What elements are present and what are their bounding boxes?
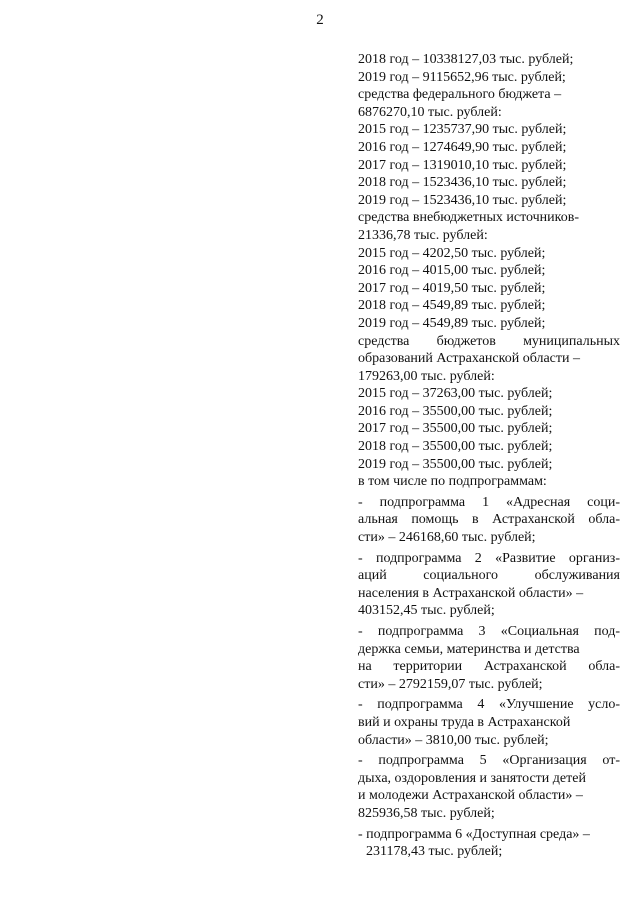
text-line: 6876270,10 тыс. рублей:	[358, 104, 502, 120]
subprogram-item	[358, 494, 620, 547]
text-line: - подпрограмма 3 «Социальная под-	[358, 624, 620, 639]
text-line: держка семьи, материнства и детства	[358, 641, 580, 657]
text-line: средства внебюджетных источников-	[358, 210, 580, 226]
text-line: на территории Астраханской обла-	[358, 659, 620, 675]
text-line: 2018 год – 35500,00 тыс. рублей;	[358, 439, 553, 455]
text-line: области» – 3810,00 тыс. рублей;	[358, 732, 549, 748]
text-line: 2019 год – 35500,00 тыс. рублей;	[358, 456, 553, 472]
text-line: 2016 год – 4015,00 тыс. рублей;	[358, 263, 546, 279]
text-line: 2018 год – 4549,89 тыс. рублей;	[358, 298, 546, 314]
subprogram-item	[358, 752, 620, 822]
text-line: 825936,58 тыс. рублей;	[358, 805, 495, 821]
text-line: 2016 год – 1274649,90 тыс. рублей;	[358, 139, 567, 155]
subprogram-item	[358, 623, 620, 693]
text-line: 2015 год – 1235737,90 тыс. рублей;	[358, 122, 567, 138]
page-number: 2	[316, 12, 324, 28]
text-line: дыха, оздоровления и занятости детей	[358, 770, 586, 786]
text-line: населения в Астраханской области» –	[358, 585, 584, 601]
text-line: - подпрограмма 5 «Организация от-	[358, 753, 620, 769]
text-line: альная помощь в Астраханской обла-	[358, 512, 620, 528]
text-line: - подпрограмма 2 «Развитие организ-	[358, 550, 620, 566]
subprogram-item	[358, 696, 620, 749]
text-line: аций социального обслуживания	[358, 568, 620, 584]
text-line: 2019 год – 9115652,96 тыс. рублей;	[358, 69, 566, 85]
text-line: 21336,78 тыс. рублей:	[358, 227, 488, 243]
text-line: образований Астраханской области –	[358, 351, 580, 367]
text-line: - подпрограмма 6 «Доступная среда» –	[358, 826, 590, 842]
text-line: 2017 год – 4019,50 тыс. рублей;	[358, 280, 546, 296]
subprogram-item	[358, 550, 620, 620]
text-line: в том числе по подпрограммам:	[358, 474, 547, 490]
text-line: средства бюджетов муниципальных	[358, 333, 620, 349]
text-line: 2018 год – 1523436,10 тыс. рублей;	[358, 175, 567, 191]
text-line: 231178,43 тыс. рублей;	[366, 844, 503, 860]
document-body	[358, 51, 620, 861]
text-line: средства федерального бюджета –	[358, 87, 562, 103]
text-line: - подпрограмма 4 «Улучшение усло-	[358, 697, 620, 713]
text-line: 179263,00 тыс. рублей:	[358, 368, 495, 384]
subprogram-item	[358, 826, 620, 861]
text-line: 2017 год – 35500,00 тыс. рублей;	[358, 421, 553, 437]
text-line: 403152,45 тыс. рублей;	[358, 603, 495, 619]
text-line: - подпрограмма 1 «Адресная соци-	[358, 494, 620, 510]
text-line: вий и охраны труда в Астраханской	[358, 714, 571, 730]
text-line: сти» – 2792159,07 тыс. рублей;	[358, 676, 543, 692]
text-line: и молодежи Астраханской области» –	[358, 788, 583, 804]
text-line: сти» – 246168,60 тыс. рублей;	[358, 530, 536, 546]
text-line: 2019 год – 1523436,10 тыс. рублей;	[358, 192, 567, 208]
text-line: 2015 год – 4202,50 тыс. рублей;	[358, 245, 546, 261]
text-line: 2015 год – 37263,00 тыс. рублей;	[358, 386, 553, 402]
text-line: 2019 год – 4549,89 тыс. рублей;	[358, 315, 546, 331]
text-line: 2017 год – 1319010,10 тыс. рублей;	[358, 157, 567, 173]
text-line: 2018 год – 10338127,03 тыс. рублей;	[358, 52, 574, 67]
text-line: 2016 год – 35500,00 тыс. рублей;	[358, 403, 553, 419]
